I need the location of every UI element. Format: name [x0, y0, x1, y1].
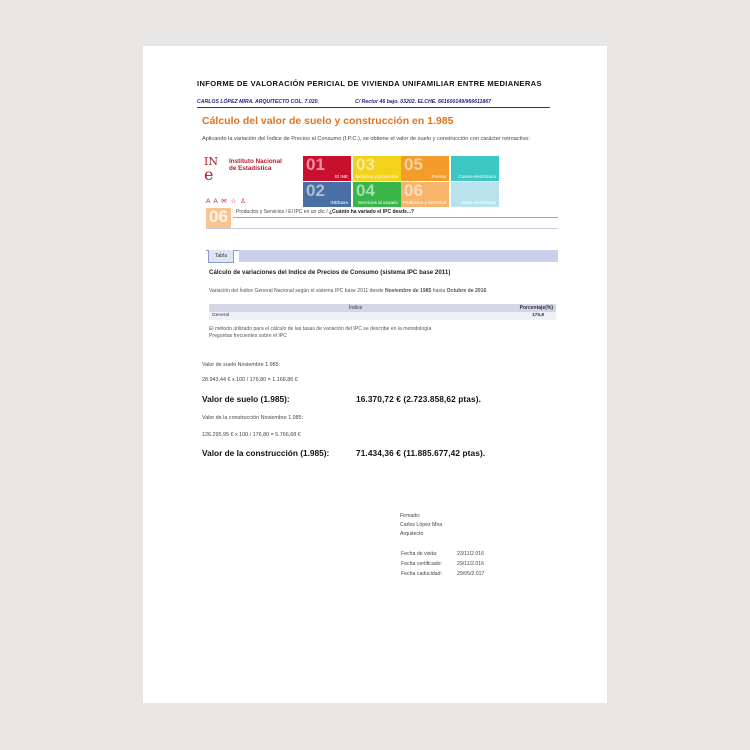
table-notes [209, 326, 559, 339]
tile-label: INEbase [330, 200, 348, 205]
suelo-formula: 28.943,44 € x 100 / 176,80 = 1.168,86 € [202, 377, 298, 383]
signer-role: Arquitecto [400, 531, 424, 537]
construccion-label: Valor de la construcción Noviembre 1.985: [202, 415, 304, 421]
tile-number: 01 [306, 156, 325, 174]
tile-label: Servicios al usuario [358, 200, 398, 205]
ine-tile[interactable] [353, 182, 401, 207]
tile-label: Métodos y proyectos [355, 174, 398, 179]
tile-label: Sede electrónica [461, 200, 496, 205]
row-value: 175,8 [531, 313, 544, 318]
section-title: Cálculo del valor de suelo y construcción en 1.985 [202, 115, 454, 127]
table-description [209, 288, 559, 295]
intro-text: Aplicando la variación del Índice de Precios al Consumo (I.P.C.), se obtiene el valor de suelo y construcción con carácter retroactivo: [202, 136, 530, 142]
tile-label: Correo electrónico [458, 174, 496, 179]
ine-tile[interactable] [401, 156, 449, 181]
table-row [209, 312, 556, 320]
suelo-result-label: Valor de suelo (1.985): [202, 394, 290, 404]
tile-number: 04 [356, 182, 375, 200]
date-expiry: Fecha caducidad: 29/05/2.017 [401, 571, 485, 577]
document-page [143, 46, 607, 703]
tile-number: 06 [404, 182, 423, 200]
signer-name: Carlos López Mira [400, 522, 443, 528]
ine-tile[interactable] [353, 156, 401, 181]
suelo-result-value: 16.370,72 € (2.723.858,62 ptas). [356, 394, 481, 404]
table-header-row [209, 304, 556, 312]
desc-prefix: Variación del Índice General Nacional según el sistema IPC base 2011 desde [209, 288, 385, 294]
author-line: CARLOS LÓPEZ MIRA. ARQUITECTO COL. 7.020. [197, 99, 319, 105]
desc-from: Noviembre de 1985 [384, 288, 432, 294]
tile-number: 02 [306, 182, 325, 200]
tile-06-number: 06 [209, 208, 228, 226]
report-title: INFORME DE VALORACIÓN PERICIAL DE VIVIENDA UNIFAMILIAR ENTRE MEDIANERAS [197, 79, 542, 88]
suelo-label: Valor de suelo Noviembre 1.985: [202, 362, 281, 368]
ine-tile[interactable] [303, 156, 351, 181]
banner-divider [206, 228, 558, 229]
tile-06-products[interactable] [206, 208, 231, 228]
header-divider [197, 107, 550, 108]
dates-block [401, 549, 484, 579]
tile-label: El INE [334, 174, 348, 179]
row-label: General [212, 313, 230, 318]
table-title: Cálculo de variaciones del Indice de Precios de Consumo (sistema IPC base 2011) [209, 269, 451, 276]
tile-number: 05 [404, 156, 423, 174]
address-line: C/ Rector 46 bajo. 03202. ELCHE. 661600149/966611867 [355, 99, 492, 105]
date-visit: Fecha de visita: 23/11/2.016 [401, 551, 485, 557]
construccion-result-label: Valor de la construcción (1.985): [202, 448, 330, 458]
tile-number: 03 [356, 156, 375, 174]
construccion-formula: 126.295,95 € x 100 / 176,80 = 5.766,68 € [202, 432, 301, 438]
desc-to: Octubre de 2016 [446, 288, 487, 294]
col-percentage: Porcentaje(%) [519, 305, 553, 311]
ine-tile[interactable] [401, 182, 449, 207]
ine-tile[interactable] [451, 156, 499, 181]
methodology-link[interactable]: El método utilizado para el cálculo de las tasas de variación del IPC se describe en la metodología [209, 326, 432, 332]
ine-name: Instituto Nacional de Estadística [229, 158, 282, 172]
breadcrumb-divider [233, 217, 558, 218]
ine-logo-bottom: e [204, 165, 214, 184]
breadcrumb-current: ¿Cuánto ha variado el IPC desde...? [329, 209, 415, 215]
breadcrumb-path[interactable]: Productos y Servicios / El IPC en un clic / [236, 209, 330, 215]
tab-strip [239, 250, 558, 262]
ine-tile[interactable] [451, 182, 499, 207]
ine-logo [204, 156, 218, 182]
faq-link[interactable]: Preguntas frecuentes sobre el IPC [209, 332, 287, 339]
ine-tools-icons[interactable]: A A ✉ ☆ ♙ [206, 198, 247, 205]
tab-table[interactable]: Tabla [208, 250, 234, 263]
tile-label: Productos y servicios [402, 200, 446, 205]
desc-mid: hasta [431, 288, 447, 294]
col-index: Índice [349, 305, 363, 311]
breadcrumb [236, 209, 414, 215]
date-certificate: Fecha certificado: 29/11/2.016 [401, 561, 485, 567]
tile-label: Prensa [431, 174, 446, 179]
construccion-result-value: 71.434,36 € (11.885.677,42 ptas). [356, 448, 486, 458]
ine-tile[interactable] [303, 182, 351, 207]
signed-label: Firmado: [400, 513, 421, 519]
ine-logo-top: IN [204, 155, 218, 168]
